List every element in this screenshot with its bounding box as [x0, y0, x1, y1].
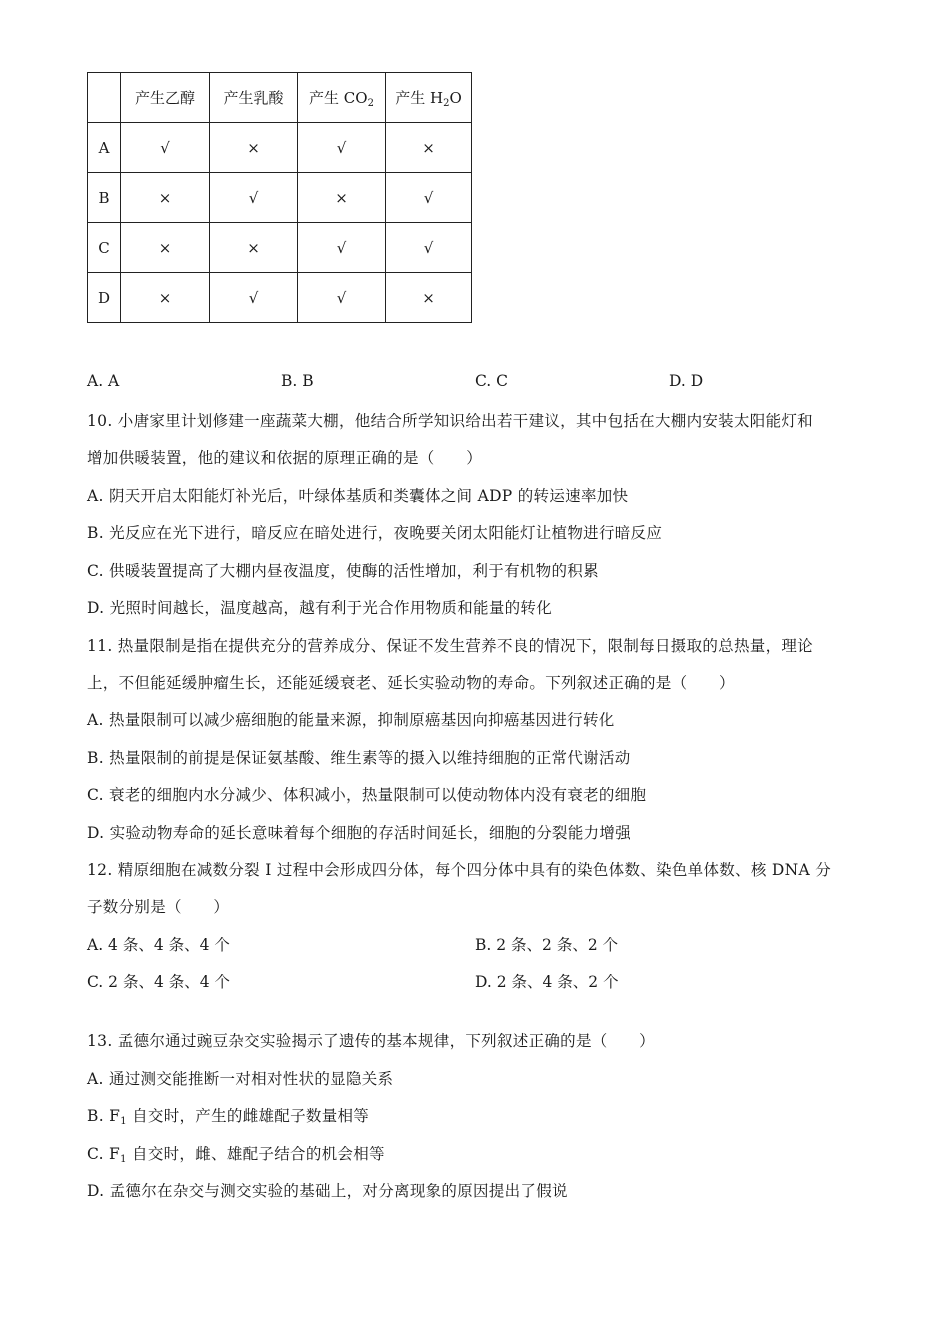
table-row [88, 273, 472, 323]
q9-option-c[interactable]: C. C [475, 372, 509, 390]
table-cell: √ [210, 273, 298, 323]
table-header-cell: 产生乙醇 [121, 73, 210, 123]
table-cell: × [121, 273, 210, 323]
table-row [88, 223, 472, 273]
q13-option-d[interactable]: D. 孟德尔在杂交与测交实验的基础上，对分离现象的原因提出了假说 [87, 1182, 568, 1200]
table-cell: × [210, 223, 298, 273]
q13-option-b[interactable]: B. $F_1$ 自交时，产生的雌雄配子数量相等 [87, 1107, 370, 1127]
table-cell: × [386, 273, 472, 323]
table-cell: √ [298, 273, 386, 323]
q11-option-c[interactable]: C. 衰老的细胞内水分减少、体积减小，热量限制可以使动物体内没有衰老的细胞 [87, 786, 647, 804]
q13-option-a[interactable]: A. 通过测交能推断一对相对性状的显隐关系 [87, 1070, 394, 1088]
table-header-row [88, 73, 472, 123]
table-row [88, 173, 472, 223]
q10-stem-line2: 增加供暖装置，他的建议和依据的原理正确的是（ ） [87, 449, 483, 467]
q9-option-a[interactable]: A. A [87, 372, 120, 390]
q10-option-d[interactable]: D. 光照时间越长，温度越高，越有利于光合作用物质和能量的转化 [87, 599, 553, 617]
table-cell: × [386, 123, 472, 173]
q10-option-c[interactable]: C. 供暖装置提高了大棚内昼夜温度，使酶的活性增加，利于有机物的积累 [87, 562, 599, 580]
q12-option-c[interactable]: C. 2 条、4 条、4 个 [87, 973, 231, 991]
q12-option-a[interactable]: A. 4 条、4 条、4 个 [87, 936, 230, 954]
table-header-cell [88, 73, 121, 123]
table-cell: × [121, 173, 210, 223]
q12-option-b[interactable]: B. 2 条、2 条、2 个 [475, 936, 619, 954]
table-cell: √ [298, 223, 386, 273]
table-cell: √ [121, 123, 210, 173]
q13-stem: 13. 孟德尔通过豌豆杂交实验揭示了遗传的基本规律，下列叙述正确的是（ ） [87, 1032, 655, 1050]
table-cell: D [88, 273, 121, 323]
q12-stem-line2: 子数分别是（ ） [87, 898, 230, 916]
table-header-cell: 产生 $H_2O$ [386, 73, 472, 123]
table-header-cell: 产生 $CO_2$ [298, 73, 386, 123]
respiration-products-table [87, 72, 472, 323]
q9-option-b[interactable]: B. B [281, 372, 314, 390]
q11-option-a[interactable]: A. 热量限制可以减少癌细胞的能量来源，抑制原癌基因向抑癌基因进行转化 [87, 711, 615, 729]
q10-option-b[interactable]: B. 光反应在光下进行，暗反应在暗处进行，夜晚要关闭太阳能灯让植物进行暗反应 [87, 524, 663, 542]
q10-stem-line1: 10. 小唐家里计划修建一座蔬菜大棚，他结合所学知识给出若干建议，其中包括在大棚内安装太阳能灯和 [87, 412, 813, 430]
table-cell: A [88, 123, 121, 173]
q11-stem-line2: 上，不但能延缓肿瘤生长，还能延缓衰老、延长实验动物的寿命。下列叙述正确的是（ ） [87, 674, 735, 692]
q12-stem-line1: 12. 精原细胞在减数分裂 I 过程中会形成四分体，每个四分体中具有的染色体数、染色单体数、核 DNA 分 [87, 861, 831, 879]
q13-option-c[interactable]: C. $F_1$ 自交时，雌、雄配子结合的机会相等 [87, 1145, 385, 1165]
q11-option-d[interactable]: D. 实验动物寿命的延长意味着每个细胞的存活时间延长，细胞的分裂能力增强 [87, 824, 632, 842]
table-cell: √ [210, 173, 298, 223]
table-header-cell: 产生乳酸 [210, 73, 298, 123]
table-cell: √ [386, 173, 472, 223]
q11-option-b[interactable]: B. 热量限制的前提是保证氨基酸、维生素等的摄入以维持细胞的正常代谢活动 [87, 749, 631, 767]
table-cell: C [88, 223, 121, 273]
table-cell: × [210, 123, 298, 173]
table-cell: √ [298, 123, 386, 173]
q12-option-d[interactable]: D. 2 条、4 条、2 个 [475, 973, 619, 991]
table-row [88, 123, 472, 173]
table-cell: × [298, 173, 386, 223]
table-cell: B [88, 173, 121, 223]
q10-option-a[interactable]: A. 阴天开启太阳能灯补光后，叶绿体基质和类囊体之间 ADP 的转运速率加快 [87, 487, 629, 505]
table-cell: √ [386, 223, 472, 273]
q11-stem-line1: 11. 热量限制是指在提供充分的营养成分、保证不发生营养不良的情况下，限制每日摄取的总热量，理论 [87, 637, 813, 655]
q9-option-d[interactable]: D. D [669, 372, 704, 390]
table-cell: × [121, 223, 210, 273]
